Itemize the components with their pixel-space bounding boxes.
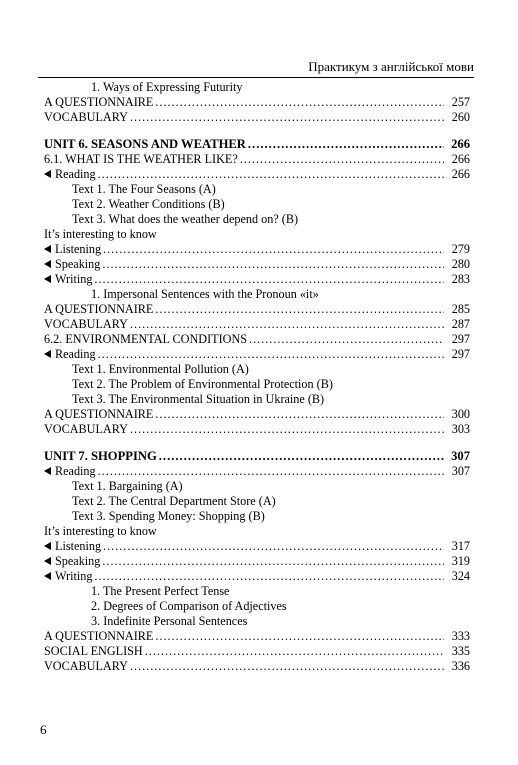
toc-entry bbox=[44, 272, 470, 287]
toc-entry-label bbox=[44, 317, 128, 332]
toc-entry bbox=[44, 197, 470, 212]
toc-entry-label bbox=[55, 464, 96, 479]
toc-entry bbox=[44, 599, 470, 614]
toc-page-number: 283 bbox=[451, 272, 470, 286]
toc-entry-text: VOCABULARY bbox=[44, 317, 128, 331]
toc-page-number: 297 bbox=[451, 332, 470, 346]
triangle-left-icon bbox=[44, 170, 51, 178]
triangle-left-icon bbox=[44, 260, 51, 268]
dot-leader bbox=[102, 554, 444, 569]
toc-entry bbox=[44, 377, 470, 392]
toc-entry-label bbox=[55, 539, 101, 554]
toc-entry-text: Text 2. Weather Conditions (B) bbox=[72, 197, 225, 211]
toc-entry-text: VOCABULARY bbox=[44, 659, 128, 673]
dot-leader bbox=[94, 272, 444, 287]
toc-page-number: 285 bbox=[451, 302, 470, 316]
dot-leader bbox=[98, 464, 444, 479]
toc-entry-text: Reading bbox=[55, 464, 96, 478]
toc-page-number: 266 bbox=[451, 167, 470, 181]
toc-entry bbox=[44, 110, 470, 125]
toc-entry bbox=[44, 182, 470, 197]
toc-entry-label bbox=[72, 362, 470, 377]
toc-entry bbox=[44, 242, 470, 257]
dot-leader bbox=[130, 110, 444, 125]
toc-page-number: 319 bbox=[451, 554, 470, 568]
dot-leader bbox=[159, 449, 444, 464]
toc-entry bbox=[44, 167, 470, 182]
toc-page-number: 307 bbox=[451, 449, 470, 463]
dot-leader bbox=[155, 95, 444, 110]
toc-entry bbox=[44, 524, 470, 539]
toc-entry-text: 1. Ways of Expressing Futurity bbox=[91, 80, 243, 94]
dot-leader bbox=[103, 242, 444, 257]
dot-leader bbox=[94, 569, 444, 584]
dot-leader bbox=[145, 644, 444, 659]
dot-leader bbox=[130, 422, 444, 437]
toc-entry-text: VOCABULARY bbox=[44, 110, 128, 124]
toc-entry-text: Text 3. The Environmental Situation in Ukraine (B) bbox=[72, 392, 325, 406]
toc-page-number: 317 bbox=[451, 539, 470, 553]
toc-entry-text: Text 3. Spending Money: Shopping (B) bbox=[72, 509, 265, 523]
toc-entry-text: It’s interesting to know bbox=[44, 524, 157, 538]
toc-entry bbox=[44, 554, 470, 569]
toc-entry-text: VOCABULARY bbox=[44, 422, 128, 436]
toc-entry-text: Text 1. Bargaining (A) bbox=[72, 479, 183, 493]
toc-entry bbox=[44, 227, 470, 242]
toc-entry-label bbox=[72, 509, 470, 524]
dot-leader bbox=[103, 539, 444, 554]
dot-leader bbox=[240, 152, 444, 167]
toc-entry-label bbox=[44, 227, 470, 242]
toc-entry-label bbox=[72, 494, 470, 509]
running-header bbox=[38, 58, 474, 78]
toc-entry-text: 1. Impersonal Sentences with the Pronoun «it» bbox=[91, 287, 319, 301]
table-of-contents bbox=[44, 80, 470, 674]
toc-entry-label bbox=[44, 407, 153, 422]
toc-entry-label bbox=[55, 242, 101, 257]
toc-entry-label bbox=[55, 257, 100, 272]
toc-entry bbox=[44, 644, 470, 659]
dot-leader bbox=[98, 347, 444, 362]
header-title: Практикум з англійської мови bbox=[308, 59, 474, 74]
toc-page-number: 279 bbox=[451, 242, 470, 256]
toc-entry-label bbox=[44, 524, 470, 539]
toc-entry-text: Listening bbox=[55, 539, 102, 553]
dot-leader bbox=[248, 137, 444, 152]
toc-entry-label bbox=[44, 644, 143, 659]
toc-page-number: 324 bbox=[451, 569, 470, 583]
toc-entry-text: Text 1. Environmental Pollution (A) bbox=[72, 362, 249, 376]
toc-page-number: 333 bbox=[451, 629, 470, 643]
toc-entry-text: 1. The Present Perfect Tense bbox=[91, 584, 230, 598]
triangle-left-icon bbox=[44, 350, 51, 358]
toc-entry-text: Writing bbox=[55, 569, 93, 583]
toc-entry-text: Text 2. The Problem of Environmental Protection (B) bbox=[72, 377, 333, 391]
toc-page-number: 303 bbox=[451, 422, 470, 436]
toc-entry bbox=[44, 287, 470, 302]
toc-entry-label bbox=[72, 197, 470, 212]
toc-entry bbox=[44, 449, 470, 464]
toc-entry-text: Text 3. What does the weather depend on? (B) bbox=[72, 212, 299, 226]
toc-page-number: 300 bbox=[451, 407, 470, 421]
toc-entry bbox=[44, 362, 470, 377]
toc-entry bbox=[44, 494, 470, 509]
toc-entry-text: A QUESTIONNAIRE bbox=[44, 407, 154, 421]
toc-page-number: 266 bbox=[451, 137, 470, 151]
dot-leader bbox=[130, 317, 444, 332]
toc-entry-label bbox=[44, 332, 247, 347]
toc-entry-label bbox=[44, 95, 153, 110]
triangle-left-icon bbox=[44, 572, 51, 580]
toc-entry bbox=[44, 137, 470, 152]
toc-entry-text: Speaking bbox=[55, 554, 101, 568]
toc-entry-label bbox=[72, 377, 470, 392]
dot-leader bbox=[155, 407, 444, 422]
toc-entry bbox=[44, 317, 470, 332]
toc-entry-text: SOCIAL ENGLISH bbox=[44, 644, 143, 658]
toc-entry bbox=[44, 392, 470, 407]
toc-entry bbox=[44, 347, 470, 362]
toc-entry-label bbox=[72, 212, 470, 227]
toc-entry bbox=[44, 257, 470, 272]
toc-entry-label bbox=[44, 152, 238, 167]
toc-entry-label bbox=[91, 287, 470, 302]
toc-entry-label bbox=[44, 422, 128, 437]
toc-entry-text: Speaking bbox=[55, 257, 101, 271]
page-number: 6 bbox=[40, 722, 47, 737]
dot-leader bbox=[98, 167, 444, 182]
toc-page-number: 336 bbox=[451, 659, 470, 673]
toc-entry bbox=[44, 212, 470, 227]
toc-entry-text: Text 1. The Four Seasons (A) bbox=[72, 182, 216, 196]
toc-entry-text: 3. Indefinite Personal Sentences bbox=[91, 614, 248, 628]
dot-leader bbox=[155, 629, 444, 644]
toc-entry-label bbox=[91, 614, 470, 629]
toc-entry-text: 2. Degrees of Comparison of Adjectives bbox=[91, 599, 287, 613]
toc-entry-text: Text 2. The Central Department Store (A) bbox=[72, 494, 276, 508]
triangle-left-icon bbox=[44, 542, 51, 550]
toc-entry bbox=[44, 584, 470, 599]
toc-page-number: 335 bbox=[451, 644, 470, 658]
toc-entry-text: UNIT 7. SHOPPING bbox=[44, 449, 157, 463]
triangle-left-icon bbox=[44, 557, 51, 565]
dot-leader bbox=[249, 332, 444, 347]
toc-entry-text: 6.1. WHAT IS THE WEATHER LIKE? bbox=[44, 152, 238, 166]
toc-entry-label bbox=[72, 392, 470, 407]
toc-entry bbox=[44, 569, 470, 584]
dot-leader bbox=[130, 659, 444, 674]
toc-entry-text: A QUESTIONNAIRE bbox=[44, 302, 154, 316]
toc-entry-text: A QUESTIONNAIRE bbox=[44, 629, 154, 643]
toc-entry-text: Writing bbox=[55, 272, 93, 286]
toc-entry bbox=[44, 80, 470, 95]
toc-entry bbox=[44, 464, 470, 479]
toc-entry bbox=[44, 629, 470, 644]
toc-entry-label bbox=[55, 554, 100, 569]
toc-entry-label bbox=[55, 272, 92, 287]
dot-leader bbox=[102, 257, 444, 272]
toc-entry bbox=[44, 302, 470, 317]
triangle-left-icon bbox=[44, 245, 51, 253]
toc-entry bbox=[44, 407, 470, 422]
toc-page-number: 260 bbox=[451, 110, 470, 124]
toc-entry-label bbox=[44, 659, 128, 674]
toc-page-number: 307 bbox=[451, 464, 470, 478]
toc-entry-text: UNIT 6. SEASONS AND WEATHER bbox=[44, 137, 246, 151]
toc-entry-label bbox=[44, 137, 246, 152]
triangle-left-icon bbox=[44, 275, 51, 283]
toc-entry bbox=[44, 332, 470, 347]
toc-entry-label bbox=[91, 80, 470, 95]
toc-entry-label bbox=[55, 167, 96, 182]
toc-entry-text: Reading bbox=[55, 167, 96, 181]
toc-entry-text: It’s interesting to know bbox=[44, 227, 157, 241]
dot-leader bbox=[155, 302, 444, 317]
toc-entry-label bbox=[91, 599, 470, 614]
toc-entry-text: A QUESTIONNAIRE bbox=[44, 95, 154, 109]
toc-entry bbox=[44, 152, 470, 167]
toc-entry-label bbox=[44, 629, 153, 644]
toc-entry bbox=[44, 479, 470, 494]
toc-entry bbox=[44, 95, 470, 110]
toc-entry bbox=[44, 422, 470, 437]
toc-entry-label bbox=[44, 449, 157, 464]
toc-entry-label bbox=[55, 569, 92, 584]
toc-entry bbox=[44, 614, 470, 629]
toc-entry-label bbox=[72, 479, 470, 494]
toc-page-number: 287 bbox=[451, 317, 470, 331]
toc-entry-text: Listening bbox=[55, 242, 102, 256]
toc-entry-label bbox=[72, 182, 470, 197]
toc-entry-label bbox=[44, 302, 153, 317]
toc-entry bbox=[44, 659, 470, 674]
toc-entry bbox=[44, 539, 470, 554]
toc-page-number: 257 bbox=[451, 95, 470, 109]
toc-entry-label bbox=[44, 110, 128, 125]
toc-page-number: 297 bbox=[451, 347, 470, 361]
toc-entry-label bbox=[91, 584, 470, 599]
toc-entry bbox=[44, 509, 470, 524]
toc-entry-text: 6.2. ENVIRONMENTAL CONDITIONS bbox=[44, 332, 248, 346]
toc-entry-text: Reading bbox=[55, 347, 96, 361]
triangle-left-icon bbox=[44, 467, 51, 475]
toc-page-number: 266 bbox=[451, 152, 470, 166]
toc-page-number: 280 bbox=[451, 257, 470, 271]
toc-entry-label bbox=[55, 347, 96, 362]
